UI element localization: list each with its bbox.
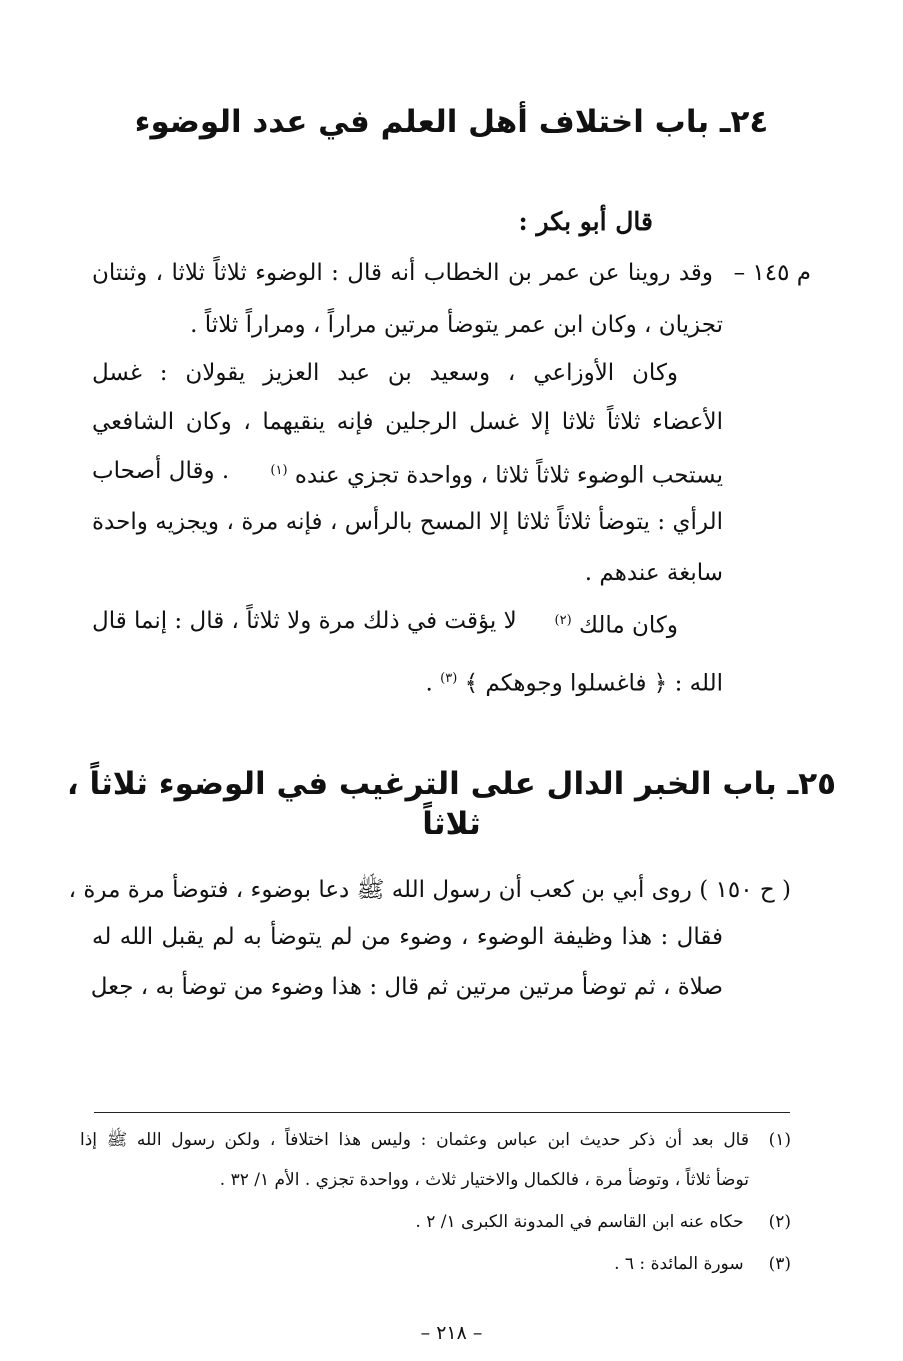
footnote-2-number: (٢) xyxy=(768,1212,791,1232)
footnote-3-text: سورة المائدة : ٦ . xyxy=(614,1254,744,1274)
footnote-1 xyxy=(80,1126,791,1154)
footnote-1-line-1: قال بعد أن ذكر حديث ابن عباس وعثمان : وليس هذا اختلافاً ، ولكن رسول الله ﷺ إذا xyxy=(80,1130,749,1150)
section-2-line-3: صلاة ، ثم توضأ مرتين مرتين ثم قال : هذا وضوء من توضأ به ، جعل xyxy=(90,974,723,1000)
paragraph-3-line-2: الله : ﴿ فاغسلوا وجوهكم ﴾ $^{(٣)}$ . xyxy=(425,670,723,697)
footnote-3-number: (٣) xyxy=(768,1254,791,1274)
chapter-heading-24: ٢٤ـ باب اختلاف أهل العلم في عدد الوضوء xyxy=(134,104,769,140)
paragraph-1-line-1: وقد روينا عن عمر بن الخطاب أنه قال : الوضوء ثلاثاً ثلاثا ، وثنتان xyxy=(92,260,713,286)
paragraph-2-line-5: سابغة عندهم . xyxy=(584,560,723,586)
paragraph-2-line-3 xyxy=(92,454,723,493)
speaker-line: قال أبو بكر : xyxy=(518,207,653,236)
footnote-separator xyxy=(94,1112,790,1113)
page-number: – ٢١٨ – xyxy=(420,1322,483,1344)
chapter-heading-25: ٢٥ـ باب الخبر الدال على الترغيب في الوضوء ثلاثاً ، ثلاثاً xyxy=(66,766,837,842)
footnote-ref-3[interactable]: (٣) xyxy=(440,671,458,686)
section-2-line-1: ( ح ١٥٠ ) روى أبي بن كعب أن رسول الله ﷺ دعا بوضوء ، فتوضأ مرة مرة ، xyxy=(68,877,791,903)
footnote-2 xyxy=(415,1208,791,1236)
quran-quote: الله : ﴿ فاغسلوا وجوهكم ﴾ xyxy=(464,670,723,697)
section-2-line-2: فقال : هذا وظيفة الوضوء ، وضوء من لم يتوضأ به لم يقبل الله له xyxy=(92,924,723,950)
paragraph-2-line-3-end: . وقال أصحاب xyxy=(92,458,230,484)
footnote-1-line-2: توضأ ثلاثاً ، وتوضأ مرة ، فالكمال والاختيار ثلاث ، وواحدة تجزي . الأم ١/ ٣٢ . xyxy=(219,1170,749,1190)
footnote-3 xyxy=(614,1250,791,1278)
footnote-ref-2[interactable]: (٢) xyxy=(554,613,572,628)
paragraph-3-line-1-start: وكان مالك $^{(٢)}$ xyxy=(554,612,678,639)
paragraph-2-line-2: الأعضاء ثلاثاً ثلاثا إلا غسل الرجلين فإنه ينقيهما ، وكان الشافعي xyxy=(92,409,723,435)
paragraph-3-line-1 xyxy=(92,604,678,643)
footnote-2-text: حكاه عنه ابن القاسم في المدونة الكبرى ١/ ٢ . xyxy=(415,1212,744,1232)
paragraph-3-line-1-end: لا يؤقت في ذلك مرة ولا ثلاثاً ، قال : إنما قال xyxy=(92,608,517,634)
footnote-1-number: (١) xyxy=(768,1130,791,1150)
hadith-marker: م ١٤٥ – xyxy=(733,260,811,286)
footnote-ref-1[interactable]: (١) xyxy=(270,463,288,478)
paragraph-2-line-1: وكان الأوزاعي ، وسعيد بن عبد العزيز يقولان : غسل xyxy=(92,360,678,386)
paragraph-1-line-2: تجزيان ، وكان ابن عمر يتوضأ مرتين مراراً ، ومراراً ثلاثاً . xyxy=(190,312,723,338)
paragraph-2-line-3-text: يستحب الوضوء ثلاثاً ثلاثا ، وواحدة تجزي عنده $^{(١)}$ xyxy=(270,462,723,489)
paragraph-2-line-4: الرأي : يتوضأ ثلاثاً ثلاثا إلا المسح بالرأس ، فإنه مرة ، ويجزيه واحدة xyxy=(92,509,723,535)
